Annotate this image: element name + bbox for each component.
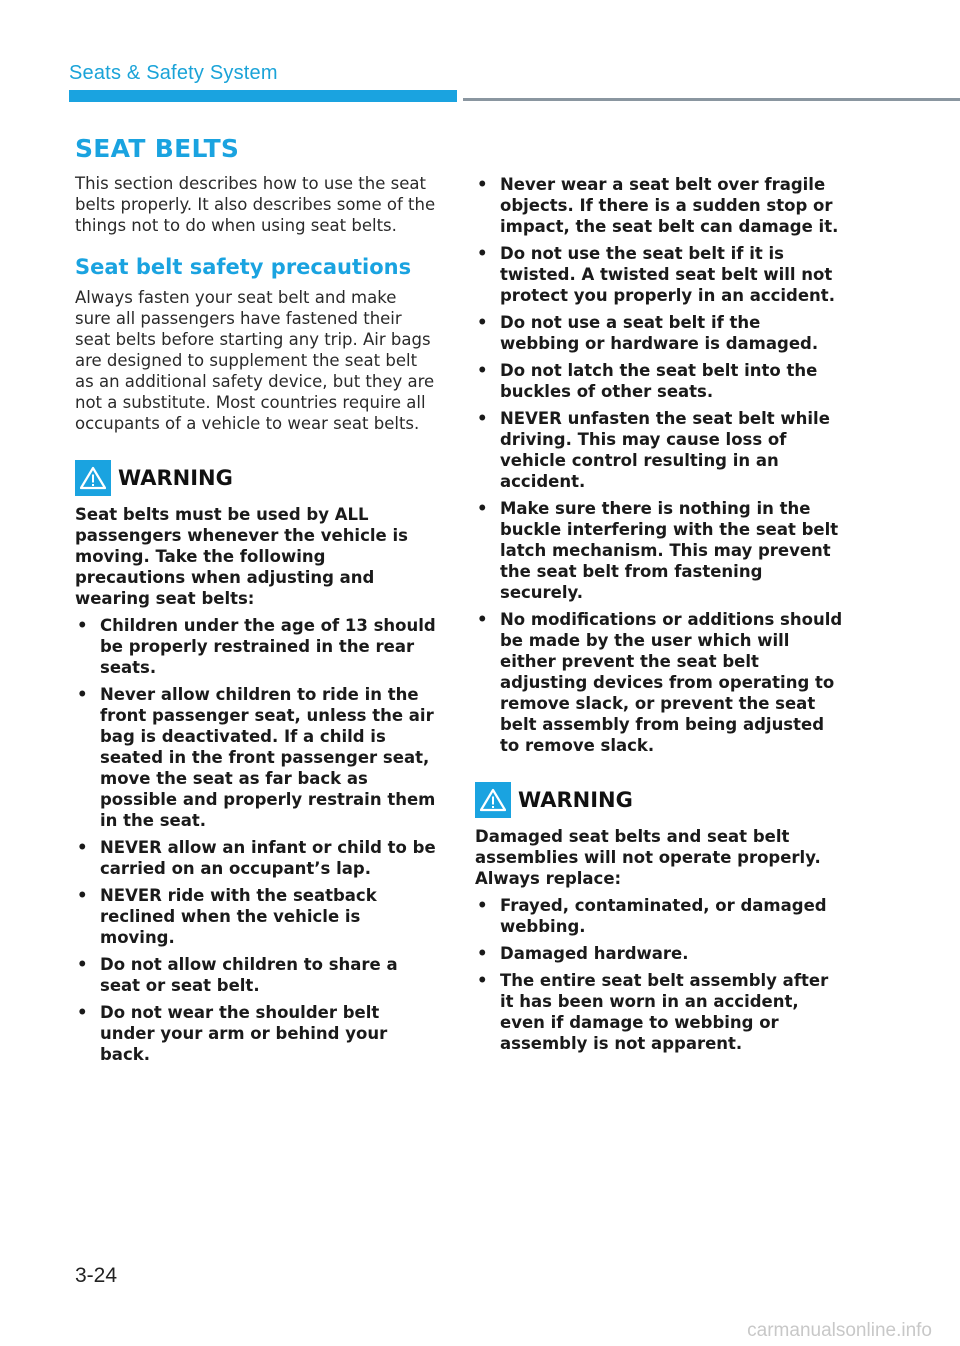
list-item: • No modifications or additions should be made by the user which will either prevent the seat belt adjusting devices from operating to remove slack, or prevent the seat belt assembly from being adjusted to remove slack. <box>477 610 843 755</box>
warning-triangle-icon <box>475 782 511 818</box>
warning-label: WARNING <box>518 788 633 812</box>
warning-heading <box>475 782 843 818</box>
list-item: • Do not allow children to share a seat or seat belt. <box>77 955 398 995</box>
watermark: carmanualsonline.info <box>747 1320 932 1341</box>
list-item: • Do not wear the shoulder belt under your arm or behind your back. <box>77 1003 388 1064</box>
warning-label: WARNING <box>118 466 233 490</box>
precaution-list-continued <box>475 174 843 756</box>
list-item: • Do not latch the seat belt into the buckles of other seats. <box>477 361 818 401</box>
list-item: • Never allow children to ride in the front passenger seat, unless the air bag is deactivated. If a child is seated in the front passenger seat, move the seat as far back as possible and properly restrain them in the seat. <box>77 685 436 830</box>
right-column <box>475 174 843 1060</box>
warning-heading <box>75 460 437 496</box>
precautions-paragraph: Always fasten your seat belt and make sure all passengers have fastened their seat belts before starting any trip. Air bags are designed to supplement the seat belt as an additional safety device, but they are not a substitute. Most countries require all occupants of a vehicle to wear seat belts. <box>75 288 435 433</box>
section-title: SEAT BELTS <box>75 134 240 163</box>
header-accent-bar <box>69 90 457 102</box>
list-item: • Do not use the seat belt if it is twisted. A twisted seat belt will not protect you properly in an accident. <box>477 244 835 305</box>
list-item: • Children under the age of 13 should be properly restrained in the rear seats. <box>77 616 436 677</box>
header-section-title: Seats & Safety System <box>69 62 278 84</box>
warning-box-2 <box>475 782 843 1054</box>
list-item: • The entire seat belt assembly after it has been worn in an accident, even if damage to webbing or assembly is not apparent. <box>477 971 829 1053</box>
list-item: • NEVER unfasten the seat belt while driving. This may cause loss of vehicle control resulting in an accident. <box>477 409 830 491</box>
list-item: • Make sure there is nothing in the buckle interfering with the seat belt latch mechanism. This may prevent the seat belt from fastening securely. <box>477 499 839 602</box>
warning-triangle-icon <box>75 460 111 496</box>
warning-text: Damaged seat belts and seat belt assemblies will not operate properly. Always replace: <box>475 827 821 888</box>
warning-list <box>75 615 437 1065</box>
list-item: • NEVER allow an infant or child to be carried on an occupant’s lap. <box>77 838 436 878</box>
subsection-title: Seat belt safety precautions <box>75 255 412 279</box>
warning-box-1 <box>75 460 437 1065</box>
list-item: • Do not use a seat belt if the webbing or hardware is damaged. <box>477 313 819 353</box>
header-rule <box>463 98 960 101</box>
list-item: • Damaged hardware. <box>477 944 689 963</box>
list-item: • NEVER ride with the seatback reclined when the vehicle is moving. <box>77 886 377 947</box>
page-number: 3-24 <box>75 1264 118 1287</box>
warning-list <box>475 895 843 1054</box>
list-item: • Never wear a seat belt over fragile objects. If there is a sudden stop or impact, the seat belt can damage it. <box>477 175 839 236</box>
list-item: • Frayed, contaminated, or damaged webbing. <box>477 896 827 936</box>
intro-paragraph: This section describes how to use the seat belts properly. It also describes some of the things not to do when using seat belts. <box>75 174 436 235</box>
left-column <box>75 134 437 1071</box>
warning-text: Seat belts must be used by ALL passengers whenever the vehicle is moving. Take the following precautions when adjusting and wearing seat belts: <box>75 505 408 608</box>
